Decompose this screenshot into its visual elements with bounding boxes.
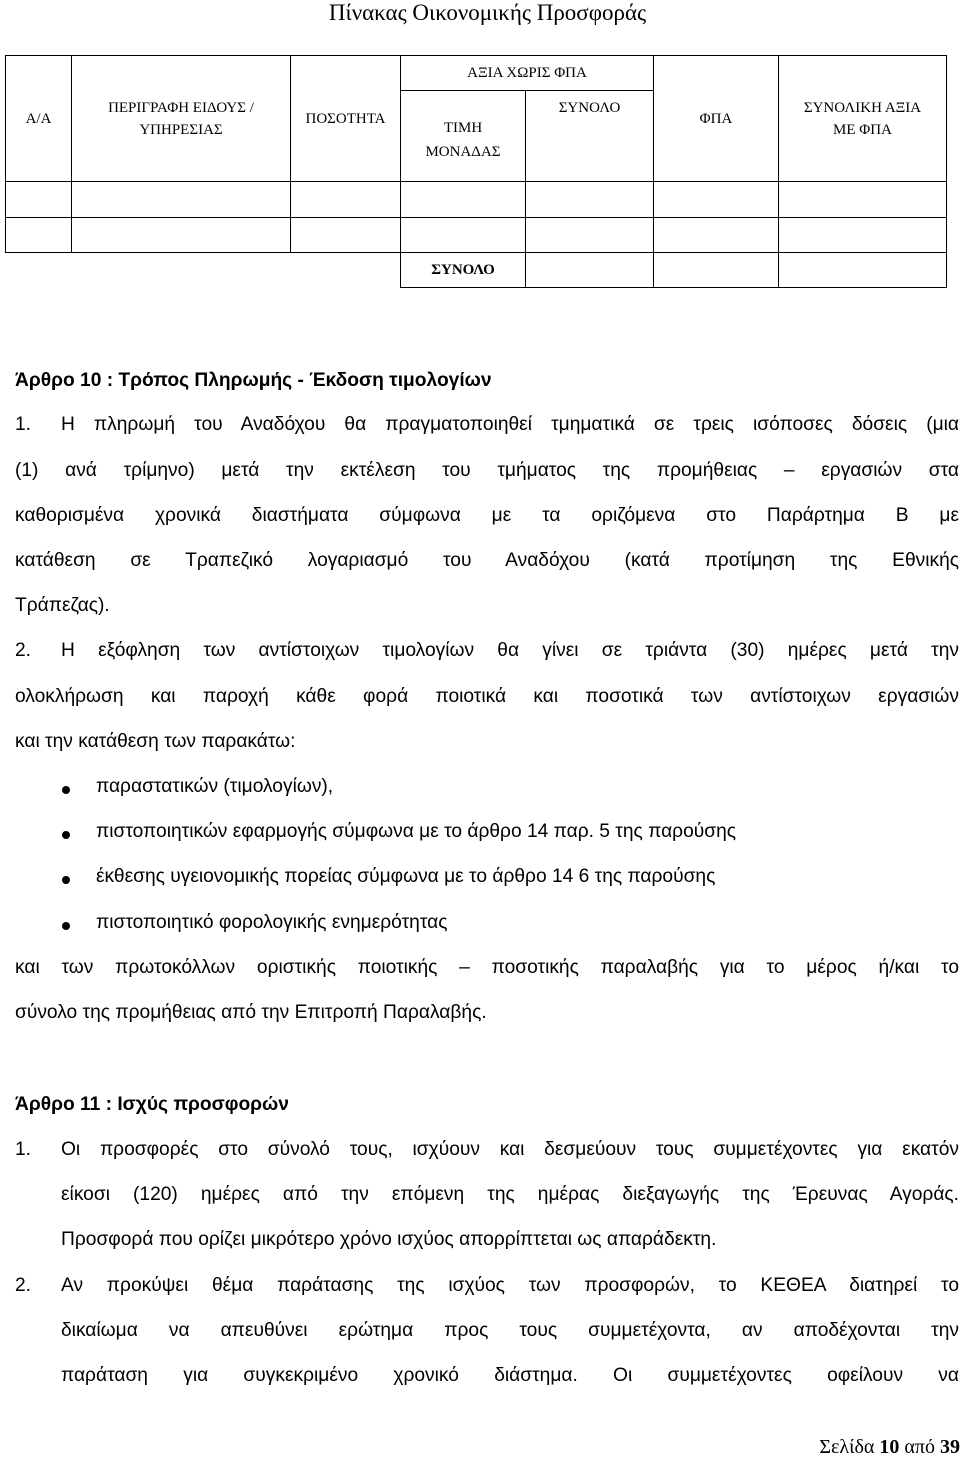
- bullet-item: έκθεσης υγειονομικής πορείας σύμφωνα με το άρθρο 14 6 της παρούσης: [96, 866, 716, 887]
- header-quantity: ΠΟΣΟΤΗΤΑ: [291, 56, 401, 182]
- table-row: [6, 182, 947, 218]
- page-footer: [819, 1436, 960, 1459]
- article10-p1-line: Τράπεζας).: [15, 595, 110, 616]
- page-title: Πίνακας Οικονομικής Προσφοράς: [328, 0, 647, 25]
- article10-p2-number: 2.: [15, 640, 32, 661]
- header-description: ΠΕΡΙΓΡΑΦΗ ΕΙΔΟΥΣ / ΥΠΗΡΕΣΙΑΣ: [72, 56, 291, 182]
- header-total: ΣΥΝΟΛΟ: [526, 91, 654, 182]
- bullet-icon: [62, 831, 70, 839]
- article11-p2-number: 2.: [15, 1275, 32, 1296]
- article10-p1-line: καθορισμένα χρονικά διαστήματα σύμφωνα με τα οριζόμενα στο Παράρτημα Β με: [15, 505, 959, 526]
- bullet-icon: [62, 786, 70, 794]
- article11-p2-line: Αν προκύψει θέμα παράτασης της ισχύος των προσφορών, το ΚΕΘΕΑ διατηρεί το: [61, 1275, 959, 1296]
- article10-heading: Άρθρο 10 : Τρόπος Πληρωμής - Έκδοση τιμολογίων: [15, 370, 492, 391]
- table-row: [6, 218, 947, 253]
- footer-total-pages: 39: [940, 1436, 960, 1458]
- bullet-item: πιστοποιητικό φορολογικής ενημερότητας: [96, 912, 448, 933]
- footer-of-word: από: [904, 1436, 935, 1458]
- footer-page-number: 10: [879, 1436, 900, 1458]
- article10-closing-line: και των πρωτοκόλλων οριστικής ποιοτικής – ποσοτικής παραλαβής για το μέρος ή/και το: [15, 957, 959, 978]
- header-total-with-vat-line1: ΣΥΝΟΛΙΚΗ ΑΞΙΑ: [803, 99, 922, 116]
- sum-row: [6, 253, 947, 288]
- header-unit-price-line1: ΤΙΜΗ: [443, 120, 483, 136]
- article11-p1-line: είκοσι (120) ημέρες από την επόμενη της ημέρας διεξαγωγής της Έρευνας Αγοράς.: [61, 1184, 959, 1205]
- header-total-with-vat-line2: ΜΕ ΦΠΑ: [833, 121, 892, 138]
- offer-table: [5, 55, 947, 288]
- header-unit-price-line2: ΜΟΝΑΔΑΣ: [425, 144, 501, 160]
- article11-p2-line: δικαίωμα να απευθύνει ερώτημα προς τους συμμετέχοντα, αν αποδέχονται την: [61, 1320, 959, 1341]
- sum-label: ΣΥΝΟΛΟ: [401, 253, 526, 288]
- article10-p1-line: Η πληρωμή του Αναδόχου θα πραγματοποιηθεί τμηματικά σε τρεις ισόποσες δόσεις (μια: [61, 414, 959, 435]
- article10-p2-line: και την κατάθεση των παρακάτω:: [15, 731, 296, 752]
- article10-closing-line: σύνολο της προμήθειας από την Επιτροπή Παραλαβής.: [15, 1002, 487, 1023]
- article11-p1-number: 1.: [15, 1139, 32, 1160]
- header-value-no-vat: ΑΞΙΑ ΧΩΡΙΣ ΦΠΑ: [401, 56, 654, 91]
- article10-p1-line: (1) ανά τρίμηνο) μετά την εκτέλεση του τμήματος της προμήθειας – εργασιών στα: [15, 460, 959, 481]
- article11-p1-line: Προσφορά που ορίζει μικρότερο χρόνο ισχύος απορρίπτεται ως απαράδεκτη.: [61, 1229, 717, 1250]
- article10-p1-number: 1.: [15, 414, 32, 435]
- header-vat: ΦΠΑ: [654, 56, 779, 182]
- article11-p2-line: παράταση για συγκεκριμένο χρονικό διάστημα. Οι συμμετέχοντες οφείλουν να: [61, 1365, 959, 1386]
- article11-p1-line: Οι προσφορές στο σύνολό τους, ισχύουν και δεσμεύουν τους συμμετέχοντες για εκατόν: [61, 1139, 959, 1160]
- header-total-with-vat: [779, 56, 947, 182]
- footer-page-word: Σελίδα: [819, 1436, 875, 1458]
- bullet-icon: [62, 922, 70, 930]
- bullet-item: παραστατικών (τιμολογίων),: [96, 776, 334, 797]
- article11-heading: Άρθρο 11 : Ισχύς προσφορών: [15, 1094, 289, 1115]
- article10-p2-line: ολοκλήρωση και παροχή κάθε φορά ποιοτικά και ποσοτικά των αντίστοιχων εργασιών: [15, 686, 959, 707]
- bullet-item: πιστοποιητικών εφαρμογής σύμφωνα με το άρθρο 14 παρ. 5 της παρούσης: [96, 821, 737, 842]
- header-aa: Α/Α: [6, 56, 72, 182]
- article10-p1-line: κατάθεση σε Τραπεζικό λογαριασμό του Αναδόχου (κατά προτίμηση της Εθνικής: [15, 550, 959, 571]
- header-unit-price: [401, 91, 526, 182]
- article10-p2-line: Η εξόφληση των αντίστοιχων τιμολογίων θα γίνει σε τριάντα (30) ημέρες μετά την: [61, 640, 959, 661]
- bullet-icon: [62, 876, 70, 884]
